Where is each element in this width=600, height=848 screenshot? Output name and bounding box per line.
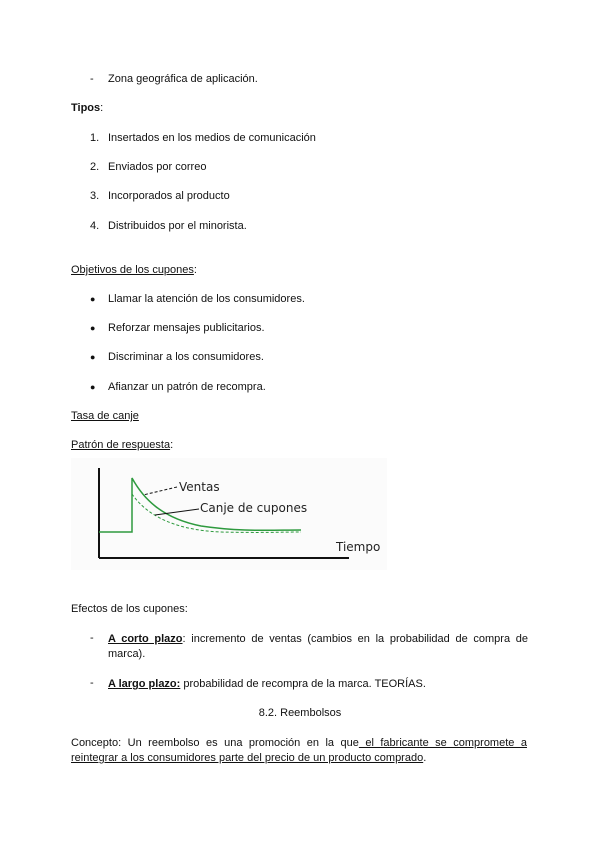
patron-heading-colon: : [170,439,174,451]
efecto-largo-plazo [108,677,528,692]
bullet-icon: ● [90,352,96,362]
largo-plazo-label: A largo plazo: [108,678,181,690]
corto-plazo-colon: : [182,633,186,645]
corto-plazo-text: incremento de ventas (cambios en la probabilidad de compra de marca). [108,633,528,660]
bullet-icon: ● [90,382,96,392]
concepto-underlined: el fabricante se compromete a reintegrar a los consumidores parte del precio de un producto comprado [71,737,527,764]
label-ventas: Ventas [179,480,220,494]
label-tiempo: Tiempo [336,540,381,554]
section-title: 8.2. Reembolsos [258,707,342,719]
objetivos-heading [71,264,197,276]
largo-plazo-text: probabilidad de recompra de la marca. TEORÍAS. [180,678,426,690]
objetivo-item: Discriminar a los consumidores. [108,351,264,363]
dash-marker: - [90,73,94,85]
list-number: 4. [90,220,100,232]
efectos-heading: Efectos de los cupones: [71,603,188,615]
concepto-end: . [423,752,427,764]
tipos-heading [71,102,103,114]
bullet-icon: ● [90,294,96,304]
efecto-corto-plazo [108,632,528,662]
objetivos-heading-colon: : [193,264,197,276]
tipos-heading-text: Tipos [71,102,101,114]
bullet-icon: ● [90,323,96,333]
tipo-item: Enviados por correo [108,161,207,173]
objetivo-item: Llamar la atención de los consumidores. [108,293,305,305]
response-pattern-figure [71,458,391,573]
list-number: 1. [90,132,100,144]
patron-heading [71,439,173,451]
label-canje: Canje de cupones [200,501,308,515]
patron-heading-text: Patrón de respuesta [71,439,171,451]
list-item-zona: Zona geográfica de aplicación. [108,73,258,85]
dash-marker: - [90,677,94,689]
tipos-heading-colon: : [100,102,104,114]
concepto-plain: Concepto: Un reembolso es una promoción en la que [71,737,359,749]
tipo-item: Insertados en los medios de comunicación [108,132,316,144]
concepto-paragraph [71,736,527,766]
corto-plazo-label: A corto plazo [108,633,183,645]
list-number: 2. [90,161,100,173]
list-number: 3. [90,190,100,202]
objetivos-heading-text: Objetivos de los cupones [71,264,194,276]
tipo-item: Incorporados al producto [108,190,230,202]
objetivo-item: Afianzar un patrón de recompra. [108,381,266,393]
tasa-canje-heading: Tasa de canje [71,410,139,422]
dash-marker: - [90,632,94,644]
objetivo-item: Reforzar mensajes publicitarios. [108,322,265,334]
tipo-item: Distribuidos por el minorista. [108,220,247,232]
